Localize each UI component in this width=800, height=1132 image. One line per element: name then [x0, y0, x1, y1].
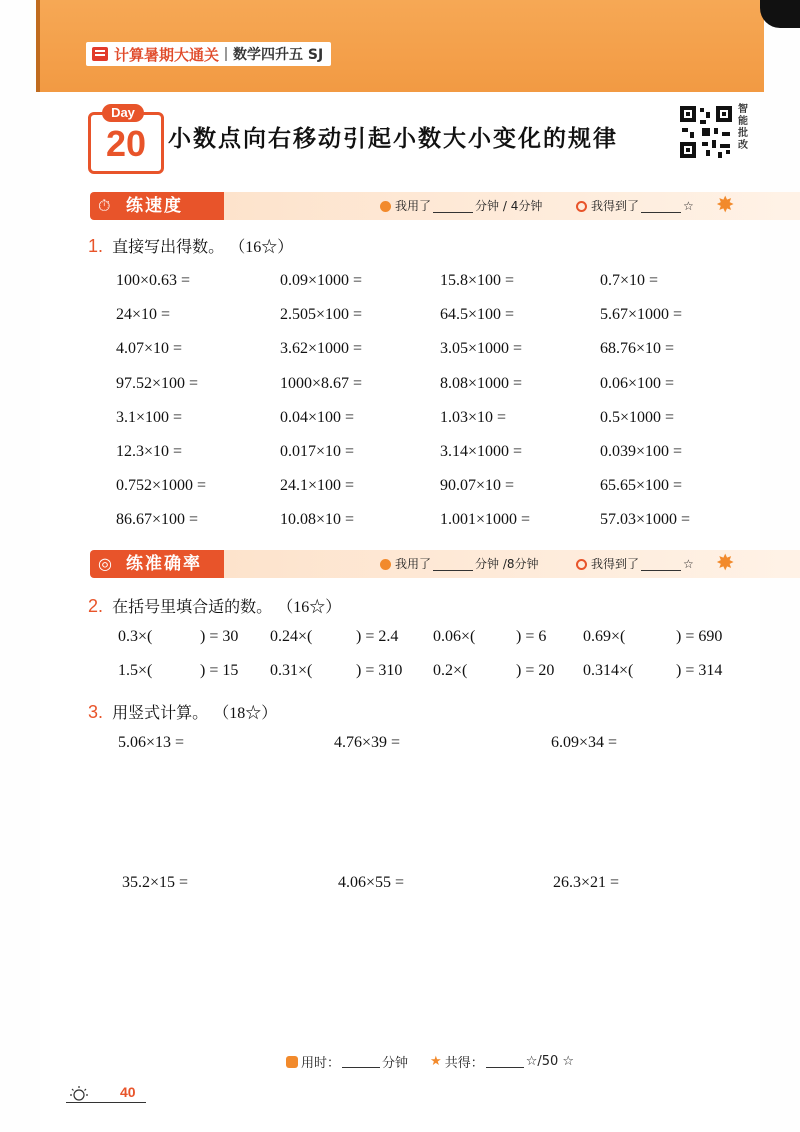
q1-item: 3.14×1000 = — [440, 443, 523, 460]
q2-item-left: 1.5×( — [118, 662, 153, 679]
section-accuracy-score — [576, 556, 694, 572]
book-subtitle: 数学四升五 SJ — [233, 47, 324, 63]
q2-item-right: ) = 6 — [516, 628, 547, 645]
q1-item: 90.07×10 = — [440, 477, 515, 495]
q1-item: 0.7×10 = — [600, 272, 659, 289]
question-3-points: （18☆） — [213, 705, 278, 722]
q1-item: 1000×8.67 = — [280, 374, 363, 392]
q1-item: 3.62×1000 = — [280, 340, 363, 358]
book-header-label — [86, 42, 331, 66]
q2-item-left: 0.314×( — [583, 662, 634, 679]
question-2-number: 2. — [88, 596, 104, 616]
section-accuracy-bar — [90, 550, 740, 578]
q1-item: 64.5×100 = — [440, 306, 515, 324]
q2-answer-blank[interactable] — [168, 628, 198, 646]
q2-item-left: 0.2×( — [433, 662, 468, 679]
q1-item: 0.752×1000 = — [116, 477, 207, 495]
question-3-text: 用竖式计算。 — [112, 703, 209, 722]
star-burst-icon: ✸ — [716, 551, 735, 576]
time-used-suffix: 分钟 / 4分钟 — [475, 199, 543, 213]
q1-item: 5.67×1000 = — [600, 306, 683, 324]
book-icon — [92, 47, 108, 61]
time-used-blank[interactable] — [433, 558, 473, 571]
section-speed-label: 练速度 — [126, 196, 183, 216]
score-suffix: ☆ — [683, 557, 694, 571]
q1-item: 4.07×10 = — [116, 340, 183, 358]
timer-icon — [286, 1056, 298, 1068]
question-1-number: 1. — [88, 236, 104, 256]
question-2-points: （16☆） — [277, 599, 342, 616]
q1-item: 0.04×100 = — [280, 408, 355, 426]
q2-item-left: 0.69×( — [583, 628, 626, 645]
q1-item: 24×10 = — [116, 306, 171, 324]
question-1-text: 直接写出得数。 — [112, 237, 225, 256]
check-icon — [576, 201, 587, 212]
q1-item: 1.001×1000 = — [440, 511, 531, 529]
time-used-prefix: 我用了 — [395, 557, 432, 571]
footer-total-blank[interactable] — [486, 1055, 524, 1068]
score-prefix: 我得到了 — [591, 199, 640, 213]
footer-total-label: 共得： — [444, 1056, 484, 1071]
check-icon — [576, 559, 587, 570]
question-1-heading — [88, 234, 293, 257]
q1-item: 10.08×10 = — [280, 511, 355, 529]
footer-time-blank[interactable] — [342, 1055, 380, 1068]
q2-item-left: 0.3×( — [118, 628, 153, 645]
sun-doodle-icon — [66, 1084, 92, 1102]
q1-item: 100×0.63 = — [116, 272, 191, 289]
q2-item-left: 0.06×( — [433, 628, 476, 645]
corner-shadow — [760, 0, 800, 28]
question-3-number: 3. — [88, 702, 104, 722]
footer-total-unit: ☆/50 ☆ — [525, 1054, 575, 1069]
q1-item: 0.039×100 = — [600, 443, 683, 460]
q2-item-left: 0.24×( — [270, 628, 313, 645]
day-number: 20 — [105, 123, 147, 164]
question-3-heading — [88, 700, 277, 723]
section-speed-score — [576, 198, 694, 214]
q3-item: 5.06×13 = — [118, 734, 185, 751]
q2-item-left: 0.31×( — [270, 662, 313, 679]
q1-item: 8.08×1000 = — [440, 374, 523, 392]
q1-item: 2.505×100 = — [280, 306, 363, 324]
time-used-prefix: 我用了 — [395, 199, 432, 213]
q2-item-right: ) = 2.4 — [356, 628, 399, 645]
lesson-title: 小数点向右移动引起小数大小变化的规律 — [168, 126, 618, 152]
q1-item: 0.09×1000 = — [280, 272, 363, 289]
q2-item-right: ) = 690 — [676, 628, 723, 645]
q1-item: 97.52×100 = — [116, 374, 199, 392]
q2-item-right: ) = 310 — [356, 662, 403, 679]
q2-item-right: ) = 15 — [200, 662, 239, 679]
q1-item: 3.05×1000 = — [440, 340, 523, 358]
stopwatch-icon: ⏱ — [98, 196, 111, 215]
time-used-suffix: 分钟 /8分钟 — [475, 557, 539, 571]
score-blank[interactable] — [641, 558, 681, 571]
section-speed-bar — [90, 192, 740, 220]
section-accuracy-label: 练准确率 — [126, 554, 202, 574]
day-tag: Day — [102, 104, 144, 122]
qr-code-icon[interactable] — [678, 104, 734, 160]
qr-side-text: 智能批改 — [738, 104, 748, 151]
footer-time-unit: 分钟 — [382, 1056, 409, 1071]
q3-item: 4.76×39 = — [334, 734, 401, 751]
book-title: 计算暑期大通关 — [114, 45, 220, 64]
score-prefix: 我得到了 — [591, 557, 640, 571]
q1-item: 0.5×1000 = — [600, 408, 675, 426]
q2-answer-blank[interactable] — [483, 662, 513, 680]
q2-answer-blank[interactable] — [483, 628, 513, 646]
section-speed-time — [380, 198, 542, 214]
q1-item: 1.03×10 = — [440, 408, 507, 426]
question-1-points: （16☆） — [229, 239, 294, 256]
page-number: 40 — [120, 1084, 136, 1100]
q3-item: 26.3×21 = — [553, 874, 620, 891]
q2-answer-blank[interactable] — [633, 628, 663, 646]
q1-item: 12.3×10 = — [116, 443, 183, 460]
score-suffix: ☆ — [683, 199, 694, 213]
score-blank[interactable] — [641, 200, 681, 213]
q2-answer-blank[interactable] — [633, 662, 663, 680]
q1-item: 68.76×10 = — [600, 340, 675, 358]
star-burst-icon: ✸ — [716, 193, 735, 218]
q2-answer-blank[interactable] — [320, 662, 350, 680]
question-2-text: 在括号里填合适的数。 — [112, 597, 273, 616]
star-icon: ★ — [430, 1054, 442, 1069]
q1-item: 57.03×1000 = — [600, 511, 691, 529]
question-2-heading — [88, 594, 341, 617]
clock-icon — [380, 559, 391, 570]
page-number-underline — [66, 1102, 146, 1103]
target-icon: ◎ — [98, 554, 112, 573]
q2-answer-blank[interactable] — [168, 662, 198, 680]
time-used-blank[interactable] — [433, 200, 473, 213]
q2-answer-blank[interactable] — [320, 628, 350, 646]
header-divider — [225, 47, 227, 61]
q3-item: 6.09×34 = — [551, 734, 618, 751]
book-spine-edge — [36, 0, 40, 92]
q2-item-right: ) = 20 — [516, 662, 555, 679]
q1-item: 0.06×100 = — [600, 374, 675, 392]
q1-item: 24.1×100 = — [280, 477, 355, 495]
q2-item-right: ) = 30 — [200, 628, 239, 645]
q2-item-right: ) = 314 — [676, 662, 723, 679]
q1-item: 86.67×100 = — [116, 511, 199, 529]
q1-item: 15.8×100 = — [440, 272, 515, 289]
q3-item: 4.06×55 = — [338, 874, 405, 891]
section-accuracy-time — [380, 556, 539, 572]
clock-icon — [380, 201, 391, 212]
footer-summary — [286, 1052, 574, 1071]
footer-time-label: 用时： — [301, 1056, 341, 1071]
q3-item: 35.2×15 = — [122, 874, 189, 891]
q1-item: 0.017×10 = — [280, 443, 355, 460]
q1-item: 65.65×100 = — [600, 477, 683, 495]
q1-item: 3.1×100 = — [116, 408, 183, 426]
